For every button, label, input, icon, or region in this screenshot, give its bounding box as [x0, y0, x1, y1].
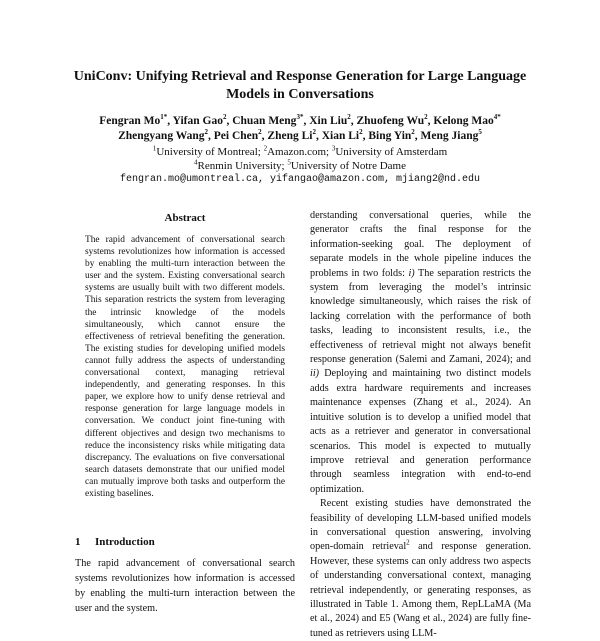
author-name: Zhengyang Wang [118, 130, 205, 142]
affiliation-name: Renmin University; [197, 160, 285, 172]
author-affiliation-marker: 2 [312, 128, 316, 137]
right-column [310, 209, 531, 641]
author-name: Pei Chen [213, 130, 259, 142]
abstract-heading: Abstract [164, 212, 206, 224]
right-p1-part-a: derstanding conversational queries, while the generator crafts the final response for the information-seeking goal. The deployment of separate models in the whole pipeline induces the problems in two folds: [310, 210, 531, 279]
author-name: Meng Jiang [420, 130, 479, 142]
section-heading [75, 536, 295, 548]
author-name: Kelong Mao [433, 115, 494, 127]
affiliation-marker: 4 [194, 158, 198, 167]
affiliation-marker: 2 [263, 144, 268, 153]
abstract-body [85, 234, 285, 500]
right-p1-part-c: Deploying and maintaining two distinct models adds extra hardware requirements and increases maintenance expenses (Zhang et al., 2024). An intuitive solution is to develop a unified model that acts as a retriever and generator in conversational scenarios. This model is expected to mutually improve retrieval and generation performance through seamless integration with end-to-end optimization. [310, 368, 531, 495]
right-p2-part-a: Recent existing studies have demonstrated the feasibility of developing LLM-based unified models in conversational question answering, involving open-domain retrieval [310, 498, 531, 553]
author-affiliation-marker: 2 [258, 128, 262, 137]
right-p1-marker-ii: ii) [310, 368, 320, 380]
intro-paragraph: The rapid advancement of conversational search systems revolutionizes how information is accessed by enabling the multi-turn interaction between the user and the system. [75, 558, 295, 614]
abstract-text: The rapid advancement of conversational search systems revolutionizes how information is accessed by enabling the multi-turn interaction between the user and the system. Existing conversational search systems are usually built with two different models. This separation restricts the system from leveraging the intrinsic knowledge of the models simultaneously, which cannot ensure the effectiveness of retrieval benefiting the generation. The existing studies for developing unified models cannot fully address the aspects of understanding conversational context, managing retrieval independently, and generating responses. In this paper, we explore how to unify dense retrieval and response generation for large language models in conversation. We conduct joint fine-tuning with different objectives and design two mechanisms to reduce the inconsistency risks while mitigating data discrepancy. The evaluations on five conversational search datasets demonstrate that our unified model can mutually improve both tasks and outperform the existing baselines. [85, 235, 285, 499]
right-paragraph-2 [310, 497, 531, 641]
section-number: 1 [75, 536, 81, 548]
right-p1-part-b: The separation restricts the system from leveraging the model’s intrinsic knowledge simultaneously, which raises the risk of lacking correlation with the performance of both tasks, leading to inconsistent results, i.e., the effectiveness of retrieval might not always benefit response generation (Salemi and Zamani, 2024); and [310, 267, 531, 366]
author-affiliation-marker: 2 [347, 113, 351, 122]
title-line-1: UniConv: Unifying Retrieval and Response Generation for Large Language [73, 69, 527, 84]
affiliations [40, 145, 560, 173]
author-name: Chuan Meng [232, 115, 297, 127]
author-emails: fengran.mo@umontreal.ca, yifangao@amazon.com, mjiang2@nd.edu [119, 174, 481, 185]
author-name: Xian Li [321, 130, 360, 142]
author-affiliation-marker: 3* [296, 113, 304, 122]
section-title: Introduction [95, 536, 155, 548]
affiliation-name: University of Montreal; [156, 146, 261, 158]
paper-title [40, 68, 560, 104]
affiliation-marker: 3 [331, 144, 336, 153]
right-p2-part-b: and response generation. However, these systems can only address two aspects of understanding conversational context, managing retrieval independently, or generating responses, as illustrated in Table 1. Among them, RepLLaMA (Ma et al., 2024) and E5 (Wang et al., 2024) are fully fine-tuned as retrievers using LLM- [310, 541, 531, 639]
affiliation-name: University of Amsterdam [335, 146, 448, 158]
affiliations-line-1 [40, 145, 560, 159]
right-p1-marker-i: i) [408, 267, 415, 279]
author-affiliation-marker: 2 [359, 128, 363, 137]
affiliation-name: Amazon.com; [267, 146, 330, 158]
author-affiliation-marker: 2 [204, 128, 208, 137]
affiliation-name: University of Notre Dame [290, 160, 406, 172]
title-line-2: Models in Conversations [226, 87, 374, 102]
author-name: Fengran Mo [99, 115, 161, 127]
right-paragraph-1 [310, 209, 531, 497]
author-affiliation-marker: 4* [493, 113, 501, 122]
footnote-marker: 2 [406, 538, 410, 547]
affiliation-marker: 5 [287, 158, 291, 167]
author-affiliation-marker: 2 [411, 128, 415, 137]
author-name: Yifan Gao [172, 115, 223, 127]
author-name: Bing Yin [368, 130, 412, 142]
author-affiliation-marker: 2 [222, 113, 227, 122]
author-name: Zhuofeng Wu [356, 115, 425, 127]
author-name: Xin Liu [309, 115, 348, 127]
author-affiliation-marker: 5 [478, 128, 482, 137]
author-list: Fengran $Mo^{1*}$, Yifan Gao$^2$, Chuan Meng$^{3*}$, Xin Liu$^2$, Zhuofeng Wu$^2$, Kelong Mao$^{4*}$ Zhengyang Wang$^2$, Pei Chen$^2$, Zheng Li$^2$, Xian Li$^2$, Bing Yin$^2$, Meng Jiang$^5$ [99, 113, 501, 142]
author-affiliation-marker: 1* [160, 113, 168, 122]
introduction-text [75, 556, 295, 616]
author-name: Zheng Li [267, 130, 313, 142]
affiliation-marker: 1 [152, 144, 157, 153]
affiliations-line-2 [40, 159, 560, 173]
author-affiliation-marker: 2 [424, 113, 428, 122]
